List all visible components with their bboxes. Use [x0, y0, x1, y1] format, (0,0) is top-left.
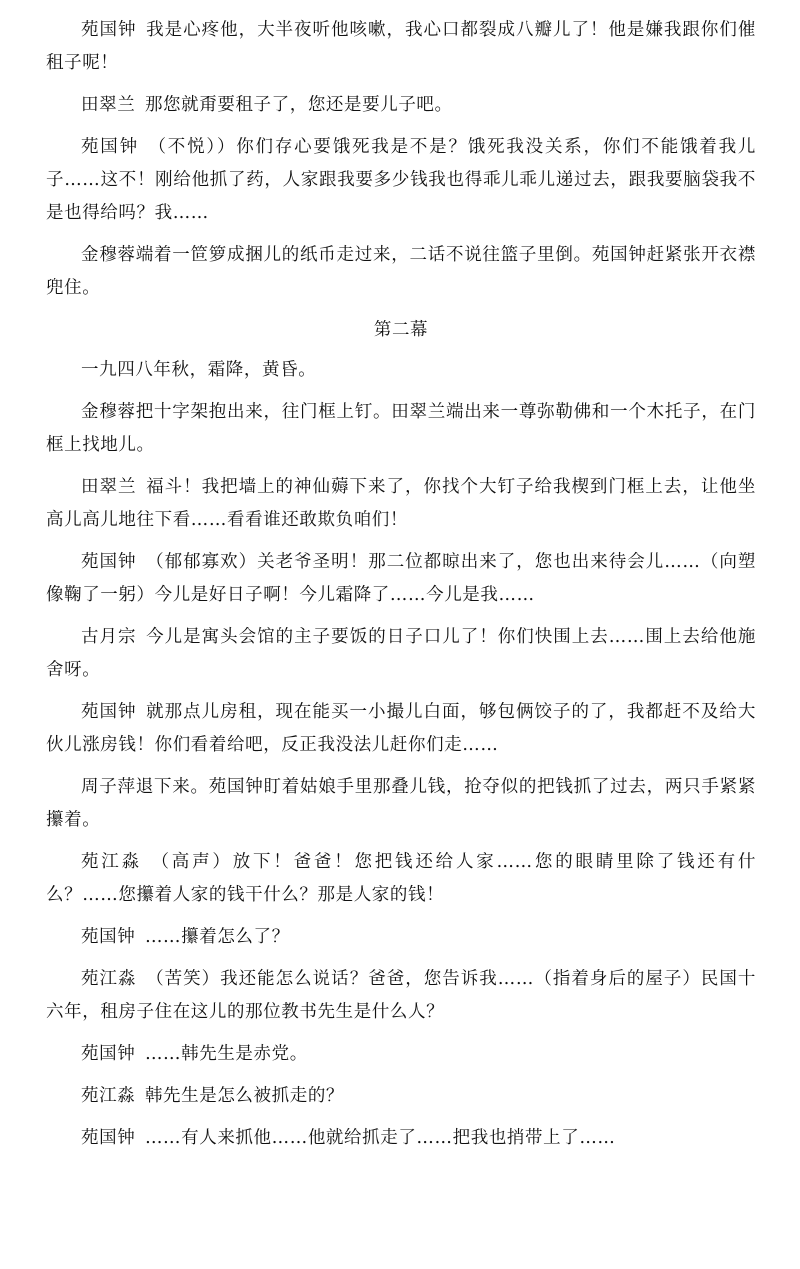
- line-text: 今儿是寓头会馆的主子要饭的日子口儿了！你们快围上去……围上去给他施舍呀。: [46, 627, 756, 680]
- speaker-name: 田翠兰: [81, 477, 137, 497]
- speaker-name: 苑国钟: [81, 20, 137, 40]
- speaker-name: 苑国钟: [81, 1128, 136, 1148]
- dialogue-line: [46, 1122, 756, 1155]
- dialogue-line: [46, 846, 756, 912]
- line-text: ……攥着怎么了？: [144, 927, 290, 947]
- stage-direction-text: 金穆蓉把十字架抱出来，往门框上钉。田翠兰端出来一尊弥勒佛和一个木托子，在门框上找地儿。: [46, 402, 756, 455]
- dialogue-line: [46, 963, 756, 1029]
- speaker-name: 苑江淼: [81, 852, 142, 872]
- dialogue-line: [46, 131, 756, 230]
- dialogue-line: [46, 471, 756, 537]
- line-text: （郁郁寡欢）关老爷圣明！那二位都晾出来了，您也出来待会儿……（向塑像鞠了一躬）今儿是好日子啊！今儿霜降了……今儿是我……: [46, 552, 756, 605]
- dialogue-line: [46, 621, 756, 687]
- dialogue-line: [46, 1038, 756, 1071]
- line-text: ……韩先生是赤党。: [144, 1044, 308, 1064]
- act-heading: 第二幕: [373, 320, 429, 340]
- dialogue-line: [46, 546, 756, 612]
- stage-direction-text: 周子萍退下来。苑国钟盯着姑娘手里那叠儿钱，抢夺似的把钱抓了过去，两只手紧紧攥着。: [46, 777, 756, 830]
- stage-direction: [46, 771, 756, 837]
- speaker-name: 古月宗: [81, 627, 137, 647]
- line-text: 就那点儿房租，现在能买一小撮儿白面，够包俩饺子的了，我都赶不及给大伙儿涨房钱！你们看着给吧，反正我没法儿赶你们走……: [46, 702, 756, 755]
- line-text: 那您就甭要租子了，您还是要儿子吧。: [144, 95, 453, 115]
- line-text: ……有人来抓他……他就给抓走了……把我也捎带上了……: [144, 1128, 616, 1148]
- stage-direction: [46, 354, 756, 387]
- dialogue-line: [46, 696, 756, 762]
- speaker-name: 田翠兰: [81, 95, 136, 115]
- speaker-name: 苑江淼: [81, 1086, 136, 1106]
- line-text: 福斗！我把墙上的神仙薅下来了，你找个大钉子给我楔到门框上去，让他坐高儿高儿地往下看……看看谁还敢欺负咱们！: [46, 477, 756, 530]
- speaker-name: 苑国钟: [81, 137, 139, 157]
- stage-direction-text: 一九四八年秋，霜降，黄昏。: [81, 360, 317, 380]
- dialogue-line: [46, 89, 756, 122]
- line-text: 韩先生是怎么被抓走的？: [144, 1086, 345, 1106]
- speaker-name: 苑国钟: [81, 552, 137, 572]
- line-text: （苦笑）我还能怎么说话？爸爸，您告诉我……（指着身后的屋子）民国十六年，租房子住在这儿的那位教书先生是什么人？: [46, 969, 756, 1022]
- speaker-name: 苑国钟: [81, 927, 136, 947]
- dialogue-line: [46, 14, 756, 80]
- line-text: （高声）放下！爸爸！您把钱还给人家……您的眼睛里除了钱还有什么？……您攥着人家的钱干什么？那是人家的钱！: [46, 852, 756, 905]
- line-text: 我是心疼他，大半夜听他咳嗽，我心口都裂成八瓣儿了！他是嫌我跟你们催租子呢！: [46, 20, 756, 73]
- dialogue-line: [46, 921, 756, 954]
- stage-direction: [46, 396, 756, 462]
- line-text: （不悦））你们存心要饿死我是不是？饿死我没关系，你们不能饿着我儿子……这不！刚给他抓了药，人家跟我要多少钱我也得乖儿乖儿递过去，跟我要脑袋我不是也得给吗？我……: [46, 137, 756, 223]
- stage-direction: [46, 239, 756, 305]
- dialogue-line: [46, 1080, 756, 1113]
- stage-direction-text: 金穆蓉端着一笸箩成捆儿的纸币走过来，二话不说往篮子里倒。苑国钟赶紧张开衣襟兜住。: [46, 245, 756, 298]
- speaker-name: 苑国钟: [81, 702, 137, 722]
- speaker-name: 苑江淼: [81, 969, 137, 989]
- speaker-name: 苑国钟: [81, 1044, 136, 1064]
